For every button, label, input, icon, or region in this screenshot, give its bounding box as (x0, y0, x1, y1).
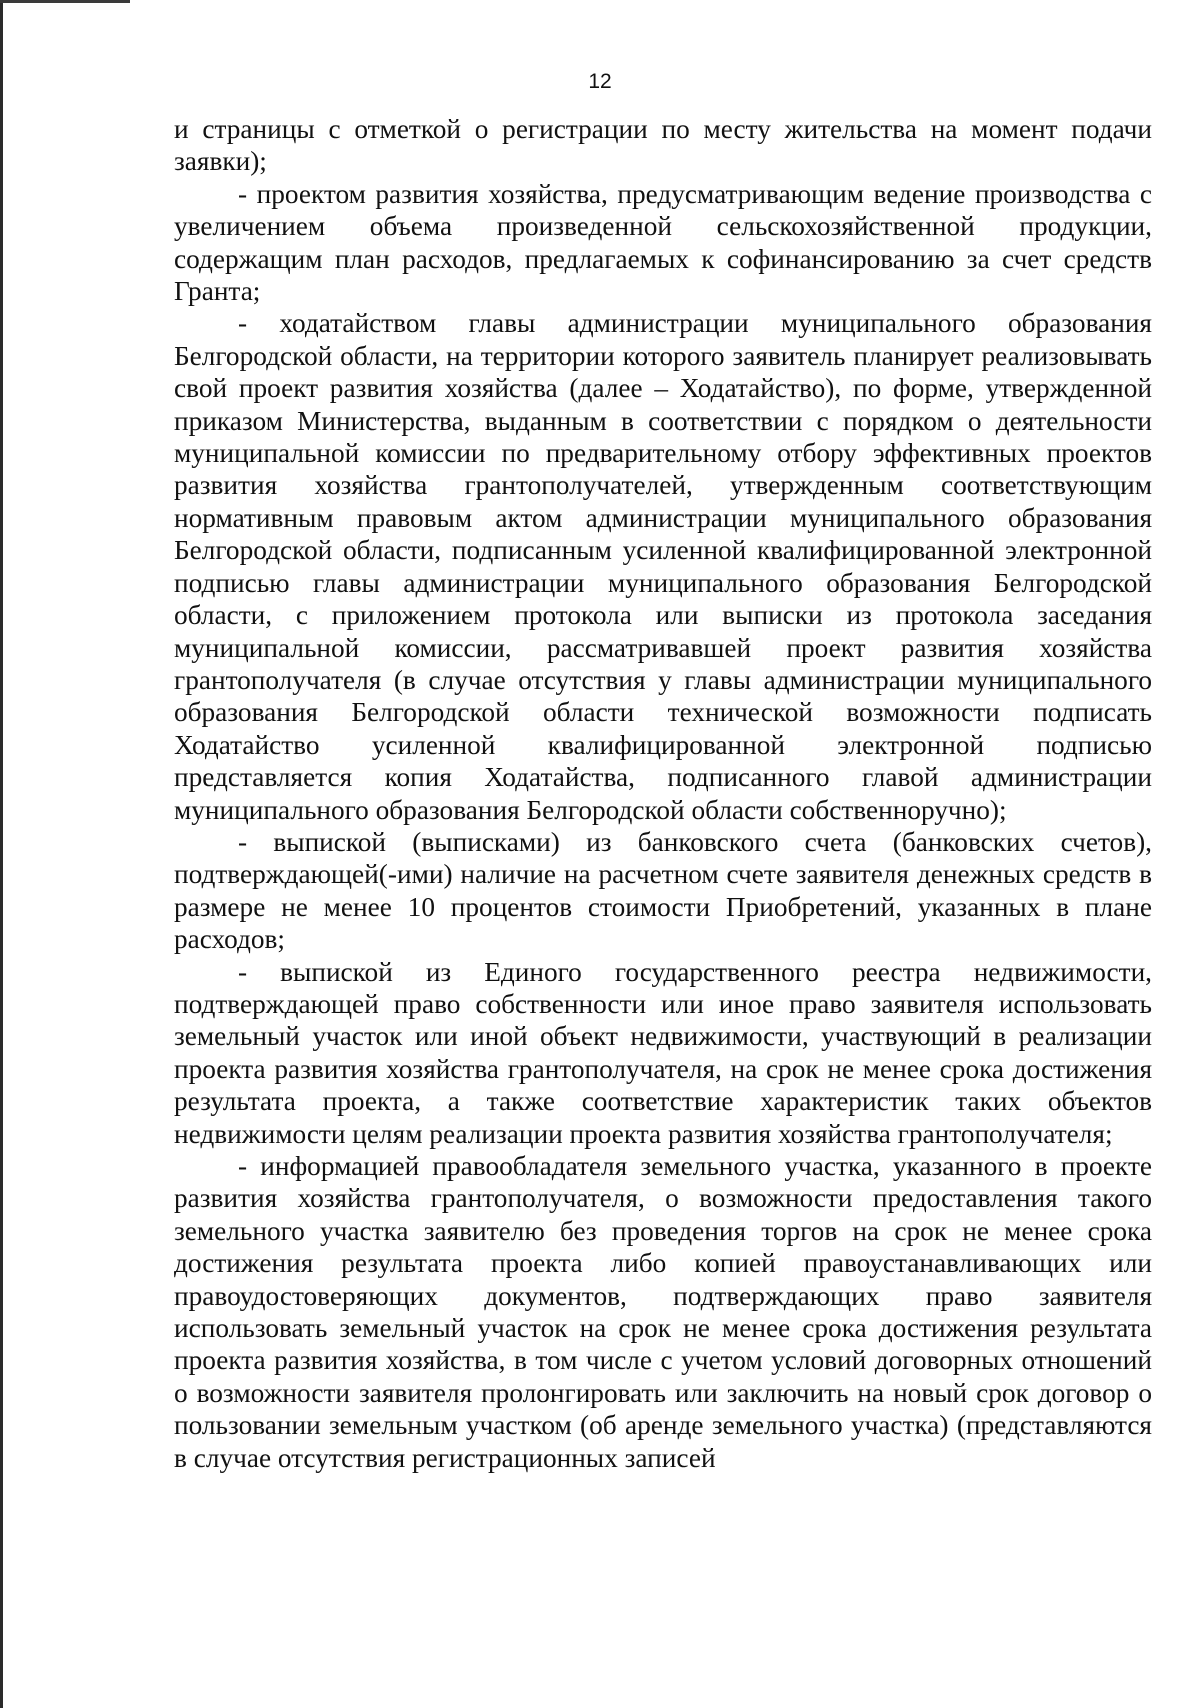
paragraph-continuation: и страницы с отметкой о регистрации по месту жительства на момент подачи заявки); (174, 114, 1152, 177)
paragraph-bank-statement: - выпиской (выписками) из банковского счета (банковских счетов), подтверждающей(-ими) наличие на расчетном счете заявителя денежных средств в размере не менее 10 процентов стоимости Приобретений, указанных в плане расходов; (174, 826, 1152, 955)
document-body (174, 113, 1152, 1474)
paragraph-development-project: - проектом развития хозяйства, предусматривающим ведение производства с увеличением объема произведенной сельскохозяйственной продукции, содержащим план расходов, предлагаемых к софинансированию за счет средств Гранта; (174, 178, 1152, 307)
paragraph-registry-extract: - выпиской из Единого государственного реестра недвижимости, подтверждающей право собственности или иное право заявителя использовать земельный участок или иной объект недвижимости, участвующий в реализации проекта развития хозяйства грантополучателя, на срок не менее срока достижения результата проекта, а также соответствие характеристик таких объектов недвижимости целям реализации проекта развития хозяйства грантополучателя; (174, 956, 1152, 1149)
paragraph-petition: - ходатайством главы администрации муниципального образования Белгородской области, на территории которого заявитель планирует реализовывать свой проект развития хозяйства (далее – Ходатайство), по форме, утвержденной приказом Министерства, выданным в соответствии с порядком о деятельности муниципальной комиссии по предварительному отбору эффективных проектов развития хозяйства грантополучателей, утвержденным соответствующим нормативным правовым актом администрации муниципального образования Белгородской области, подписанным усиленной квалифицированной электронной подписью главы администрации муниципального образования Белгородской области, с приложением протокола или выписки из протокола заседания муниципальной комиссии, рассматривавшей проект развития хозяйства грантополучателя (в случае отсутствия у главы администрации муниципального образования Белгородской области технической возможности подписать Ходатайство усиленной квалифицированной электронной подписью представляется копия Ходатайства, подписанного главой администрации муниципального образования Белгородской области собственноручно); (174, 308, 1152, 825)
page-number: 12 (588, 70, 612, 93)
scan-left-edge (0, 0, 3, 1708)
scan-top-mark (0, 0, 130, 3)
paragraph-land-info: - информацией правообладателя земельного участка, указанного в проекте развития хозяйства грантополучателя, о возможности предоставления такого земельного участка заявителю без проведения торгов на срок не менее срока достижения результата проекта либо копией правоустанавливающих или правоудостоверяющих документов, подтверждающих право заявителя использовать земельный участок на срок не менее срока достижения результата проекта развития хозяйства, в том числе с учетом условий договорных отношений о возможности заявителя пролонгировать или заключить на новый срок договор о пользовании земельным участком (об аренде земельного участка) (представляются в случае отсутствия регистрационных записей (174, 1151, 1152, 1473)
